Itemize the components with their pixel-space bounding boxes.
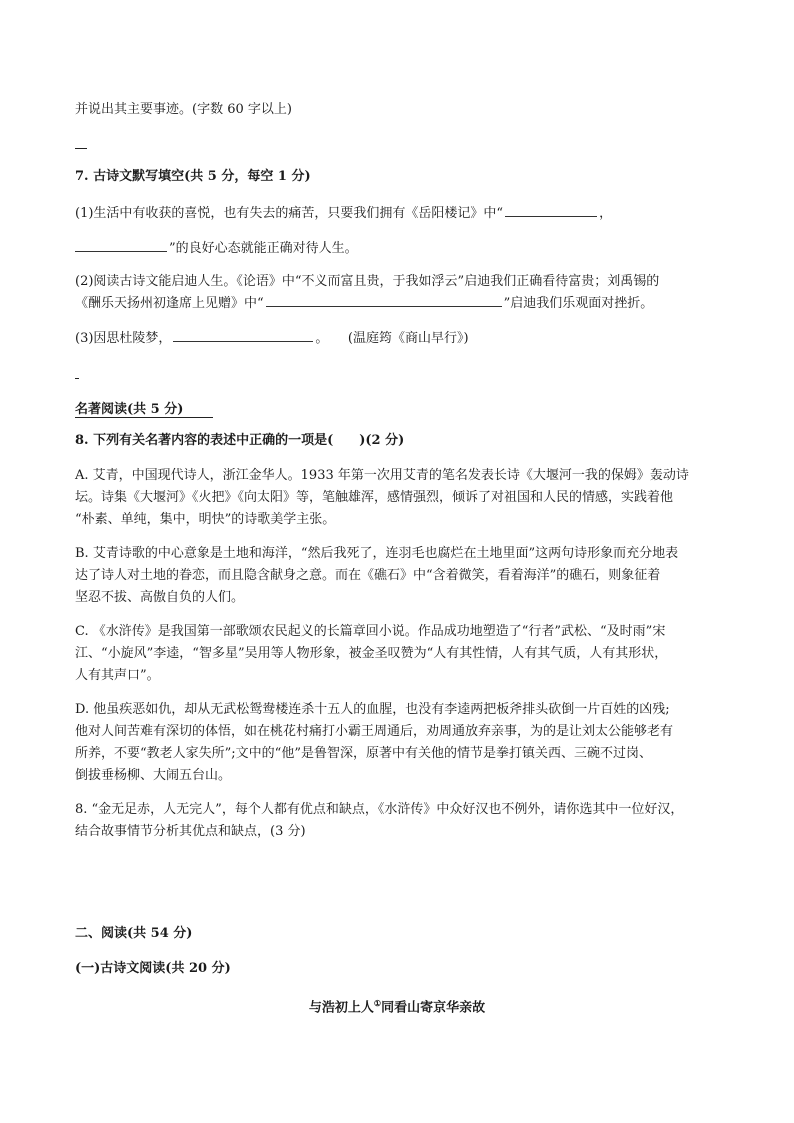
q8b-line1: 8. “金无足赤，人无完人”，每个人都有优点和缺点，《水浒传》中众好汉也不例外，请你选其中一位好汉，	[75, 802, 684, 817]
q8-option-b-line2: 达了诗人对土地的眷恋，而且隐含献身之意。而在《礁石》中“含着微笑，看着海洋”的礁石，则象征着	[75, 568, 661, 583]
q7-p3-end: 。 (温庭筠《商山早行》)	[315, 331, 469, 346]
q8-option-c-line1: C. 《水浒传》是我国第一部歌颂农民起义的长篇章回小说。作品成功地塑造了“行者”武松、“及时雨”宋	[75, 624, 666, 639]
q7-blank-4[interactable]	[173, 328, 313, 342]
separator-dash-2	[75, 378, 79, 379]
q8-option-b-line1: B. 艾青诗歌的中心意象是土地和海洋，“然后我死了，连羽毛也腐烂在土地里面”这两句诗形象而充分地表	[75, 546, 679, 561]
q8-option-a-line2: 坛。诗集《大堰河》《火把》《向太阳》等，笔触雄浑，感情强烈，倾诉了对祖国和人民的情感，实践着他	[75, 490, 674, 505]
q8b-line2: 结合故事情节分析其优点和缺点，(3 分)	[75, 824, 306, 839]
q7-part2-line1: (2)阅读古诗文能启迪人生。《论语》中“不义而富且贵，于我如浮云”启迪我们正确看待富贵；刘禹锡的	[75, 274, 660, 289]
q7-part1-line2	[75, 238, 723, 258]
q8-option-d-line3: 所养，不要“教老人家失所”;文中的“他”是鲁智深，原著中有关他的情节是拳打镇关西、三碗不过岗、	[75, 746, 652, 761]
separator-dash	[75, 148, 87, 149]
section2-1-title: (一)古诗文阅读(共 20 分)	[75, 961, 231, 976]
q7-blank-3[interactable]	[266, 293, 502, 307]
q8-option-c-line2: 江、“小旋风”李逵，“智多星”吴用等人物形象，被金圣叹赞为“人有其性情，人有其气质，人有其形状，	[75, 646, 668, 661]
q7-p2-end: ”启迪我们乐观面对挫折。	[503, 296, 654, 311]
q8-option-a-line3: “朴素、单纯，集中，明快”的诗歌美学主张。	[75, 512, 336, 527]
q8-option-d-line1: D. 他虽疾恶如仇，却从无武松鸳鸯楼连杀十五人的血腥，也没有李逵两把板斧排头砍倒一片百姓的凶残;	[75, 702, 670, 717]
q7-p3-text: (3)因思杜陵梦，	[75, 331, 172, 346]
intro-line: 并说出其主要事迹。(字数 60 字以上)	[75, 102, 292, 117]
q8-option-c-line3: 人有其声口”。	[75, 668, 160, 683]
footnote-ref: ①	[373, 998, 382, 1008]
q7-p1-text: (1)生活中有收获的喜悦，也有失去的痛苦，只要我们拥有《岳阳楼记》中“	[75, 206, 504, 221]
q7-blank-2[interactable]	[75, 238, 167, 252]
q8-option-d-line2: 他对人间苦难有深切的体悟，如在桃花村痛打小霸王周通后，劝周通放弃亲事，为的是让刘太公能够老有	[75, 724, 674, 739]
q7-title: 7. 古诗文默写填空(共 5 分，每空 1 分)	[75, 169, 311, 184]
q8-title: 8. 下列有关名著内容的表述中正确的一项是( )(2 分)	[75, 433, 405, 448]
poem-title-a: 与浩初上人	[308, 1000, 374, 1016]
q8-option-b-line3: 坚忍不拔、高傲自负的人们。	[75, 590, 245, 605]
q7-part1-line1	[75, 203, 723, 223]
section2-title: 二、阅读(共 54 分)	[75, 926, 193, 941]
q7-p1-comma: ，	[599, 206, 613, 221]
q7-part2-line2	[75, 293, 723, 313]
q7-p1-end: ”的良好心态就能正确对待人生。	[169, 241, 358, 256]
q7-blank-1[interactable]	[505, 203, 597, 217]
section-mingzhu-title: 名著阅读(共 5 分)	[75, 402, 213, 418]
q7-part3	[75, 328, 723, 348]
q8-option-a-line1: A. 艾青，中国现代诗人，浙江金华人。1933 年第一次用艾青的笔名发表长诗《大堰河一我的保姆》轰动诗	[75, 468, 689, 483]
q8-option-d-line4: 倒拔垂杨柳、大闹五台山。	[75, 768, 232, 783]
poem-title	[0, 994, 794, 1017]
section-mingzhu	[75, 401, 723, 419]
poem-title-b: 同看山寄京华亲故	[381, 1000, 486, 1016]
q7-p2-text: 《酬乐天扬州初逢席上见赠》中“	[75, 296, 264, 311]
